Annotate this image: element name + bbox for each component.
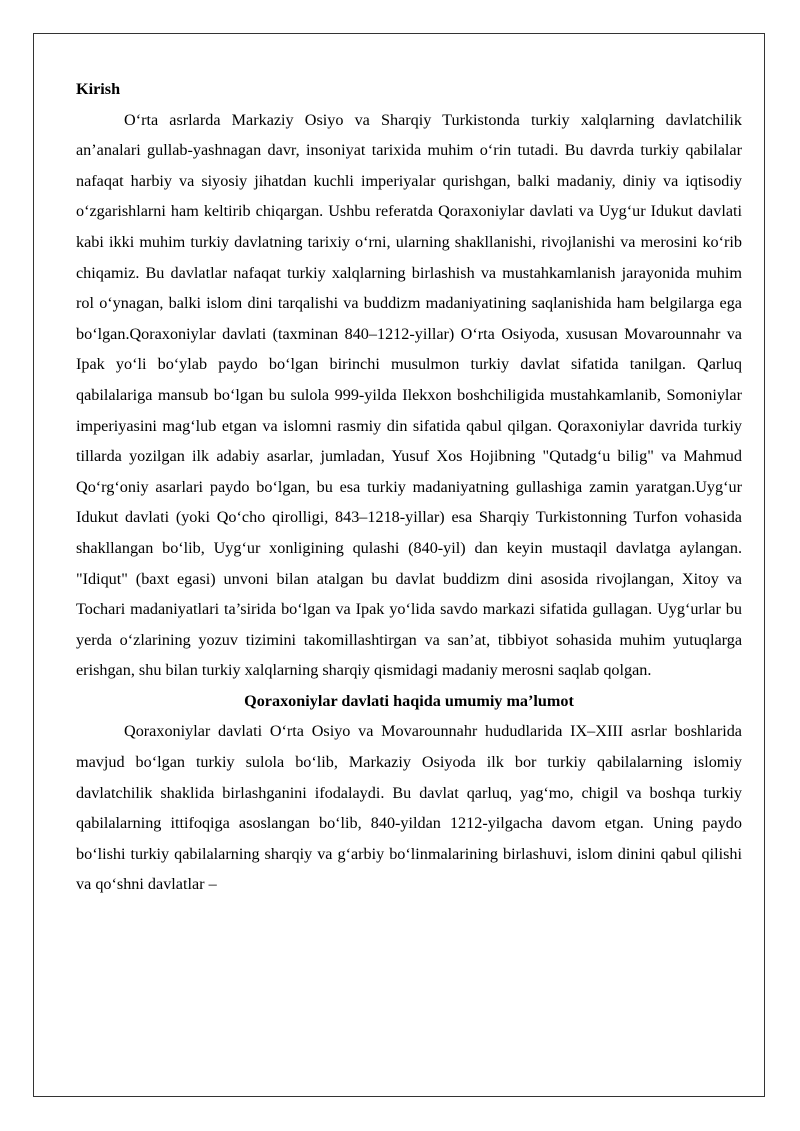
document-body — [76, 74, 742, 900]
intro-paragraph: O‘rta asrlarda Markaziy Osiyo va Sharqiy Turkistonda turkiy xalqlarning davlatchilik an’analari gullab-yashnagan davr, insoniyat tarixida muhim o‘rin tutadi. Bu davrda turkiy qabilalar nafaqat harbiy va siyosiy jihatdan kuchli imperiyalar qurishgan, balki madaniy, diniy va iqtisodiy o‘zgarishlarni ham keltirib chiqargan. Ushbu referatda Qoraxoniylar davlati va Uyg‘ur Idukut davlati kabi ikki muhim turkiy davlatning tarixiy o‘rni, ularning shakllanishi, rivojlanishi va merosini ko‘rib chiqamiz. Bu davlatlar nafaqat turkiy xalqlarning birlashish va mustahkamlanish jarayonida muhim rol o‘ynagan, balki islom dini tarqalishi va buddizm madaniyatining saqlanishida ham belgilarga ega bo‘lgan.Qoraxoniylar davlati (taxminan 840–1212-yillar) O‘rta Osiyoda, xususan Movarounnahr va Ipak yo‘li bo‘ylab paydo bo‘lgan birinchi musulmon turkiy davlat sifatida tanilgan. Qarluq qabilalariga mansub bo‘lgan bu sulola 999-yilda Ilekxon boshchiligida mustahkamlanib, Somoniylar imperiyasini mag‘lub etgan va islomni rasmiy din sifatida qabul qilgan. Qoraxoniylar davrida turkiy tillarda yozilgan ilk adabiy asarlar, jumladan, Yusuf Xos Hojibning "Qutadg‘u bilig" va Mahmud Qo‘rg‘oniy asarlari paydo bo‘lgan, bu esa turkiy madaniyatning gullashiga zamin yaratgan.Uyg‘ur Idukut davlati (yoki Qo‘cho qirolligi, 843–1218-yillar) esa Sharqiy Turkistonning Turfon vohasida shakllangan bo‘lib, Uyg‘ur xonligining qulashi (840-yil) dan keyin mustaqil davlatga aylangan. "Idiqut" (baxt egasi) unvoni bilan atalgan bu davlat buddizm dini asosida rivojlangan, Xitoy va Tochari madaniyatlari ta’sirida bo‘lgan va Ipak yo‘lida savdo markazi sifatida gullagan. Uyg‘urlar bu yerda o‘zlarining yozuv tizimini takomillashtirgan va san’at, tibbiyot sohasida muhim yutuqlarga erishgan, shu bilan turkiy xalqlarning sharqiy qismidagi madaniy merosni saqlab qolgan. — [76, 110, 742, 680]
section-heading: Qoraxoniylar davlati haqida umumiy ma’lumot — [244, 691, 574, 710]
intro-heading: Kirish — [76, 80, 121, 98]
section-paragraph: Qoraxoniylar davlati O‘rta Osiyo va Movarounnahr hududlarida IX–XIII asrlar boshlarida mavjud bo‘lgan turkiy sulola bo‘lib, Markaziy Osiyoda ilk bor turkiy qabilalarning islomiy davlatchilik shaklida birlashganini ifodalaydi. Bu davlat qarluq, yag‘mo, chigil va boshqa turkiy qabilalarning ittifoqiga asoslangan bo‘lib, 840-yildan 1212-yilgacha davom etgan. Uning paydo bo‘lishi turkiy qabilalarning sharqiy va g‘arbiy bo‘linmalarining birlashuvi, islom dinini qabul qilishi va qo‘shni davlatlar – — [76, 722, 742, 894]
